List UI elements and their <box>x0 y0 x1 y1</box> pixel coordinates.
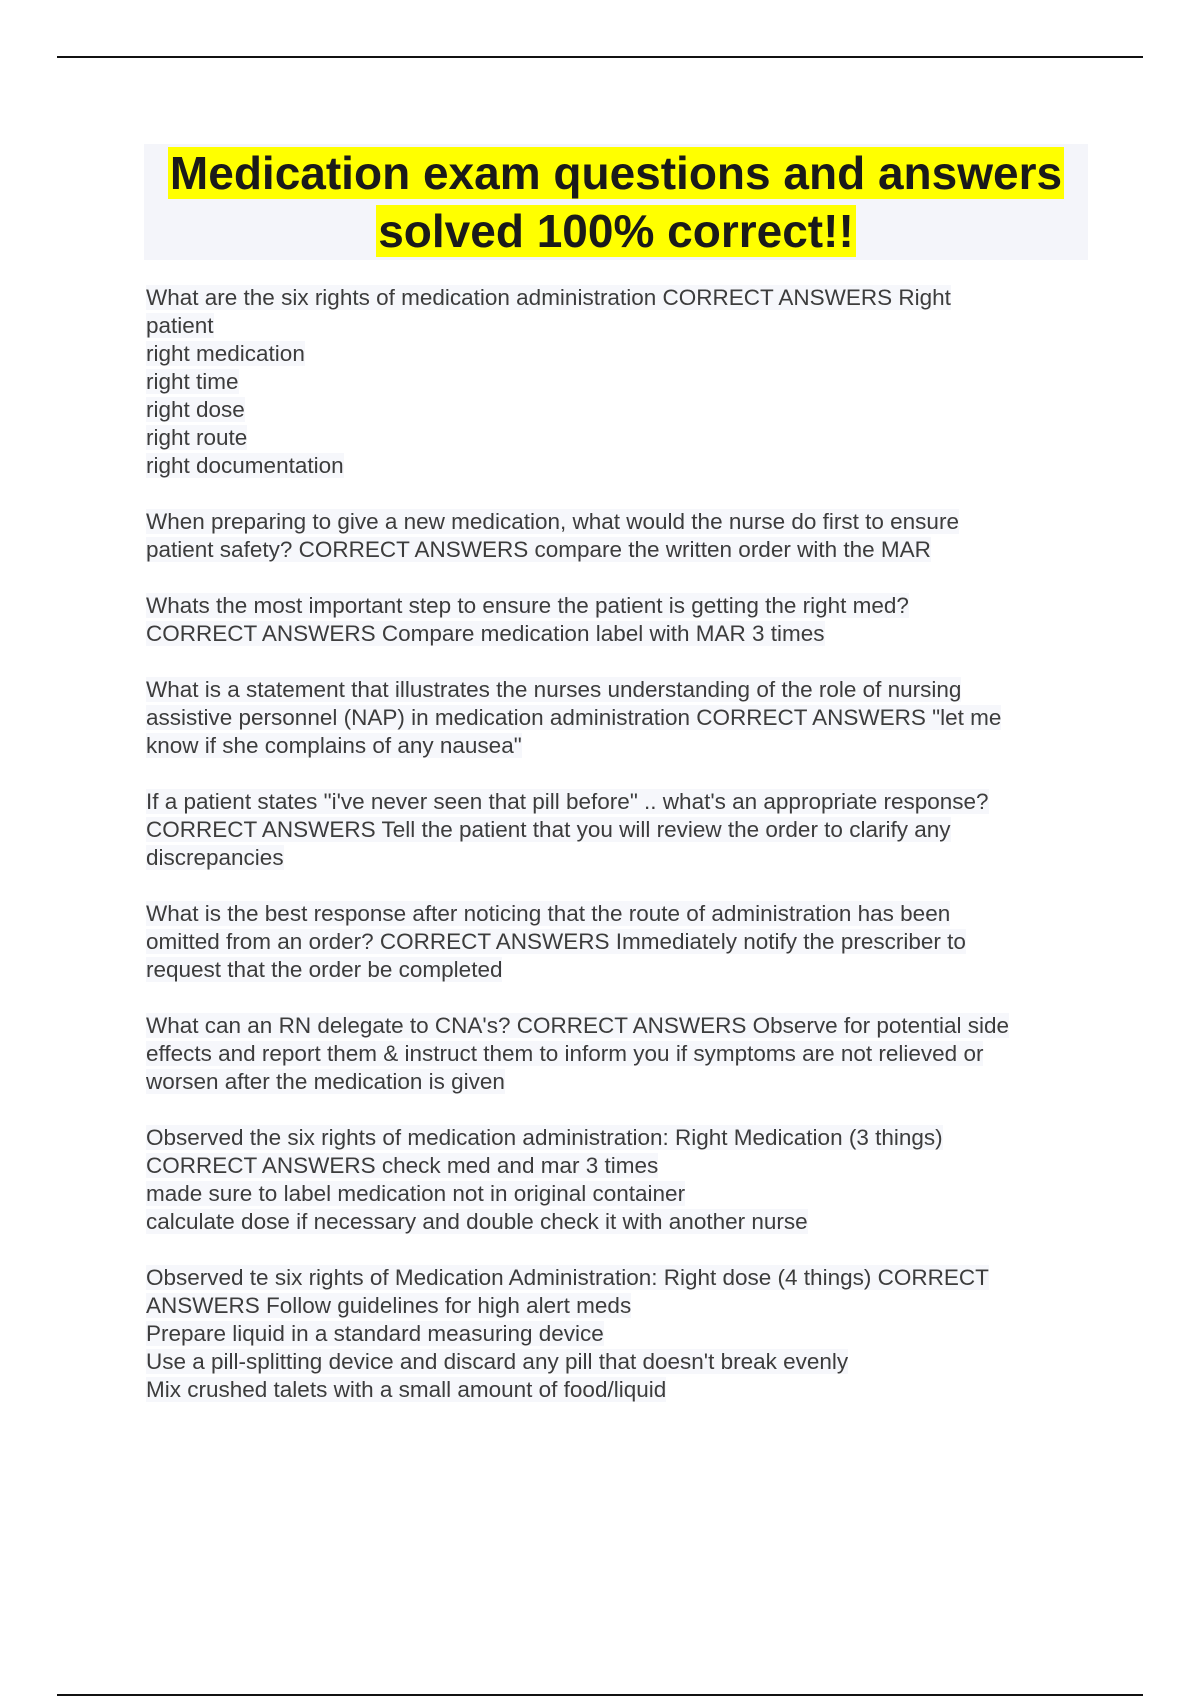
qa-text-line <box>146 956 1086 984</box>
qa-entry <box>146 284 1086 480</box>
qa-text-line <box>146 1012 1086 1040</box>
qa-text-line <box>146 620 1086 648</box>
qa-text: If a patient states "i've never seen that pill before" .. what's an appropriate response? <box>146 789 989 814</box>
qa-text-line <box>146 1180 1086 1208</box>
qa-text: Mix crushed talets with a small amount of food/liquid <box>146 1377 667 1402</box>
qa-text-line <box>146 1208 1086 1236</box>
qa-text-line <box>146 424 1086 452</box>
qa-text: CORRECT ANSWERS Tell the patient that you will review the order to clarify any <box>146 817 951 842</box>
qa-text: know if she complains of any nausea" <box>146 733 522 758</box>
qa-text: omitted from an order? CORRECT ANSWERS Immediately notify the prescriber to <box>146 929 966 954</box>
qa-text-line <box>146 900 1086 928</box>
qa-entry <box>146 1264 1086 1404</box>
qa-text-line <box>146 844 1086 872</box>
qa-text: CORRECT ANSWERS check med and mar 3 times <box>146 1153 659 1178</box>
qa-text-line <box>146 1348 1086 1376</box>
qa-text-line <box>146 1320 1086 1348</box>
qa-text: Whats the most important step to ensure the patient is getting the right med? <box>146 593 909 618</box>
qa-text-line <box>146 284 1086 312</box>
qa-text: assistive personnel (NAP) in medication administration CORRECT ANSWERS "let me <box>146 705 1002 730</box>
bottom-rule <box>57 1694 1143 1696</box>
qa-text: right dose <box>146 397 245 422</box>
qa-text: What are the six rights of medication administration CORRECT ANSWERS Right <box>146 285 951 310</box>
qa-text: right route <box>146 425 248 450</box>
qa-text-line <box>146 816 1086 844</box>
qa-text-line <box>146 592 1086 620</box>
qa-text: right time <box>146 369 239 394</box>
qa-text: Observed te six rights of Medication Administration: Right dose (4 things) CORRECT <box>146 1265 989 1290</box>
qa-text-line <box>146 1376 1086 1404</box>
qa-text: calculate dose if necessary and double check it with another nurse <box>146 1209 808 1234</box>
qa-text: made sure to label medication not in original container <box>146 1181 686 1206</box>
qa-text-line <box>146 1124 1086 1152</box>
qa-text: Prepare liquid in a standard measuring device <box>146 1321 604 1346</box>
qa-entry <box>146 900 1086 984</box>
qa-text: patient <box>146 313 214 338</box>
qa-entry <box>146 788 1086 872</box>
qa-text-line <box>146 1040 1086 1068</box>
qa-text-line <box>146 928 1086 956</box>
qa-text: effects and report them & instruct them to inform you if symptoms are not relieved or <box>146 1041 984 1066</box>
qa-text: CORRECT ANSWERS Compare medication label with MAR 3 times <box>146 621 825 646</box>
qa-text-line <box>146 536 1086 564</box>
qa-text: ANSWERS Follow guidelines for high alert meds <box>146 1293 632 1318</box>
qa-entry <box>146 508 1086 564</box>
qa-entry <box>146 1124 1086 1236</box>
qa-text-line <box>146 312 1086 340</box>
qa-entry <box>146 676 1086 760</box>
qa-text: What is a statement that illustrates the nurses understanding of the role of nursing <box>146 677 962 702</box>
qa-text-line <box>146 1292 1086 1320</box>
qa-text-line <box>146 1152 1086 1180</box>
qa-text: What can an RN delegate to CNA's? CORRECT ANSWERS Observe for potential side <box>146 1013 1009 1038</box>
qa-text: What is the best response after noticing that the route of administration has been <box>146 901 951 926</box>
qa-text-line <box>146 732 1086 760</box>
qa-text-line <box>146 368 1086 396</box>
qa-text-line <box>146 340 1086 368</box>
qa-text: Use a pill-splitting device and discard any pill that doesn't break evenly <box>146 1349 849 1374</box>
qa-text-line <box>146 788 1086 816</box>
qa-text: patient safety? CORRECT ANSWERS compare the written order with the MAR <box>146 537 931 562</box>
qa-text: request that the order be completed <box>146 957 503 982</box>
top-rule <box>57 56 1143 58</box>
qa-text: When preparing to give a new medication, what would the nurse do first to ensure <box>146 509 959 534</box>
title-line-2: solved 100% correct!! <box>378 205 854 257</box>
qa-entry <box>146 1012 1086 1096</box>
qa-text-line <box>146 508 1086 536</box>
qa-text-line <box>146 396 1086 424</box>
qa-text-line <box>146 1068 1086 1096</box>
title-line-1: Medication exam questions and answers <box>169 147 1063 199</box>
qa-text-line <box>146 1264 1086 1292</box>
qa-entry <box>146 592 1086 648</box>
qa-text-line <box>146 676 1086 704</box>
qa-text: worsen after the medication is given <box>146 1069 505 1094</box>
document-title <box>144 144 1088 260</box>
qa-text: discrepancies <box>146 845 284 870</box>
qa-text: right medication <box>146 341 305 366</box>
qa-text-line <box>146 452 1086 480</box>
qa-text: right documentation <box>146 453 344 478</box>
question-answer-list <box>146 284 1086 1432</box>
qa-text-line <box>146 704 1086 732</box>
qa-text: Observed the six rights of medication administration: Right Medication (3 things) <box>146 1125 943 1150</box>
